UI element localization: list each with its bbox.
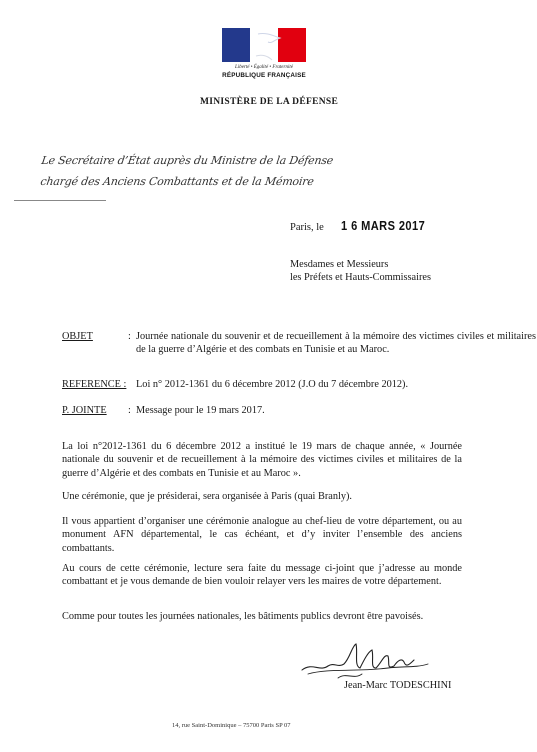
body-paragraph-2: Une cérémonie, que je présiderai, sera organisée à Paris (quai Branly).	[62, 491, 353, 502]
body-paragraph-4: Au cours de cette cérémonie, lecture sera faite du message ci-joint que j’adresse au monde combattant et je vous demande de bien vouloir relayer vers les maires de votre département.	[62, 563, 462, 588]
sender-title-line1: Le Secrétaire d’État auprès du Ministre de la Défense	[40, 154, 335, 167]
republic-name: RÉPUBLIQUE FRANÇAISE	[222, 72, 306, 79]
sender-title-line2: chargé des Anciens Combattants et de la Mémoire	[39, 175, 315, 188]
body-paragraph-5: Comme pour toutes les journées nationales, les bâtiments publics devront être pavoisés.	[62, 611, 424, 622]
objet-label: OBJET	[62, 331, 93, 342]
recipients-line1: Mesdames et Messieurs	[290, 259, 389, 270]
objet-colon: :	[128, 331, 131, 342]
body-paragraph-1: La loi n°2012-1361 du 6 décembre 2012 a institué le 19 mars de chaque année, « Journée nationale du souvenir et de recueillement à la mémoire des victimes civiles et militaires de la guerre d’Algérie et des combats en Tunisie et au Maroc ».	[62, 441, 462, 479]
divider	[14, 200, 106, 201]
handwritten-signature	[298, 638, 438, 682]
marianne-profile-icon	[222, 28, 306, 62]
tricolour-flag	[222, 28, 306, 62]
date-stamp: 1 6 MARS 2017	[341, 218, 426, 233]
republic-motto: Liberté • Égalité • Fraternité	[235, 65, 293, 70]
ministry-name: MINISTÈRE DE LA DÉFENSE	[200, 97, 339, 107]
reference-text: Loi n° 2012-1361 du 6 décembre 2012 (J.O du 7 décembre 2012).	[136, 379, 409, 390]
attachment-text: Message pour le 19 mars 2017.	[136, 405, 265, 416]
reference-label: REFERENCE :	[62, 379, 127, 390]
recipients-line2: les Préfets et Hauts-Commissaires	[290, 272, 431, 283]
dateline-place: Paris, le	[290, 222, 324, 233]
attachment-colon: :	[128, 405, 131, 416]
marianne-logo	[222, 28, 306, 79]
footer-address: 14, rue Saint-Dominique – 75700 Paris SP 07	[172, 722, 291, 729]
attachment-label: P. JOINTE	[62, 405, 107, 416]
objet-text: Journée nationale du souvenir et de recueillement à la mémoire des victimes civiles et militaires de la guerre d’Algérie et des combats en Tunisie et au Maroc.	[136, 331, 536, 356]
recipients	[290, 258, 431, 284]
sender-title	[37, 150, 343, 192]
signer-name: Jean-Marc TODESCHINI	[344, 680, 452, 691]
body-paragraph-3: Il vous appartient d’organiser une cérémonie analogue au chef-lieu de votre département, ou au monument AFN départemental, le cas échéant, et d’y inviter l’ensemble des anciens combattants.	[62, 516, 462, 554]
